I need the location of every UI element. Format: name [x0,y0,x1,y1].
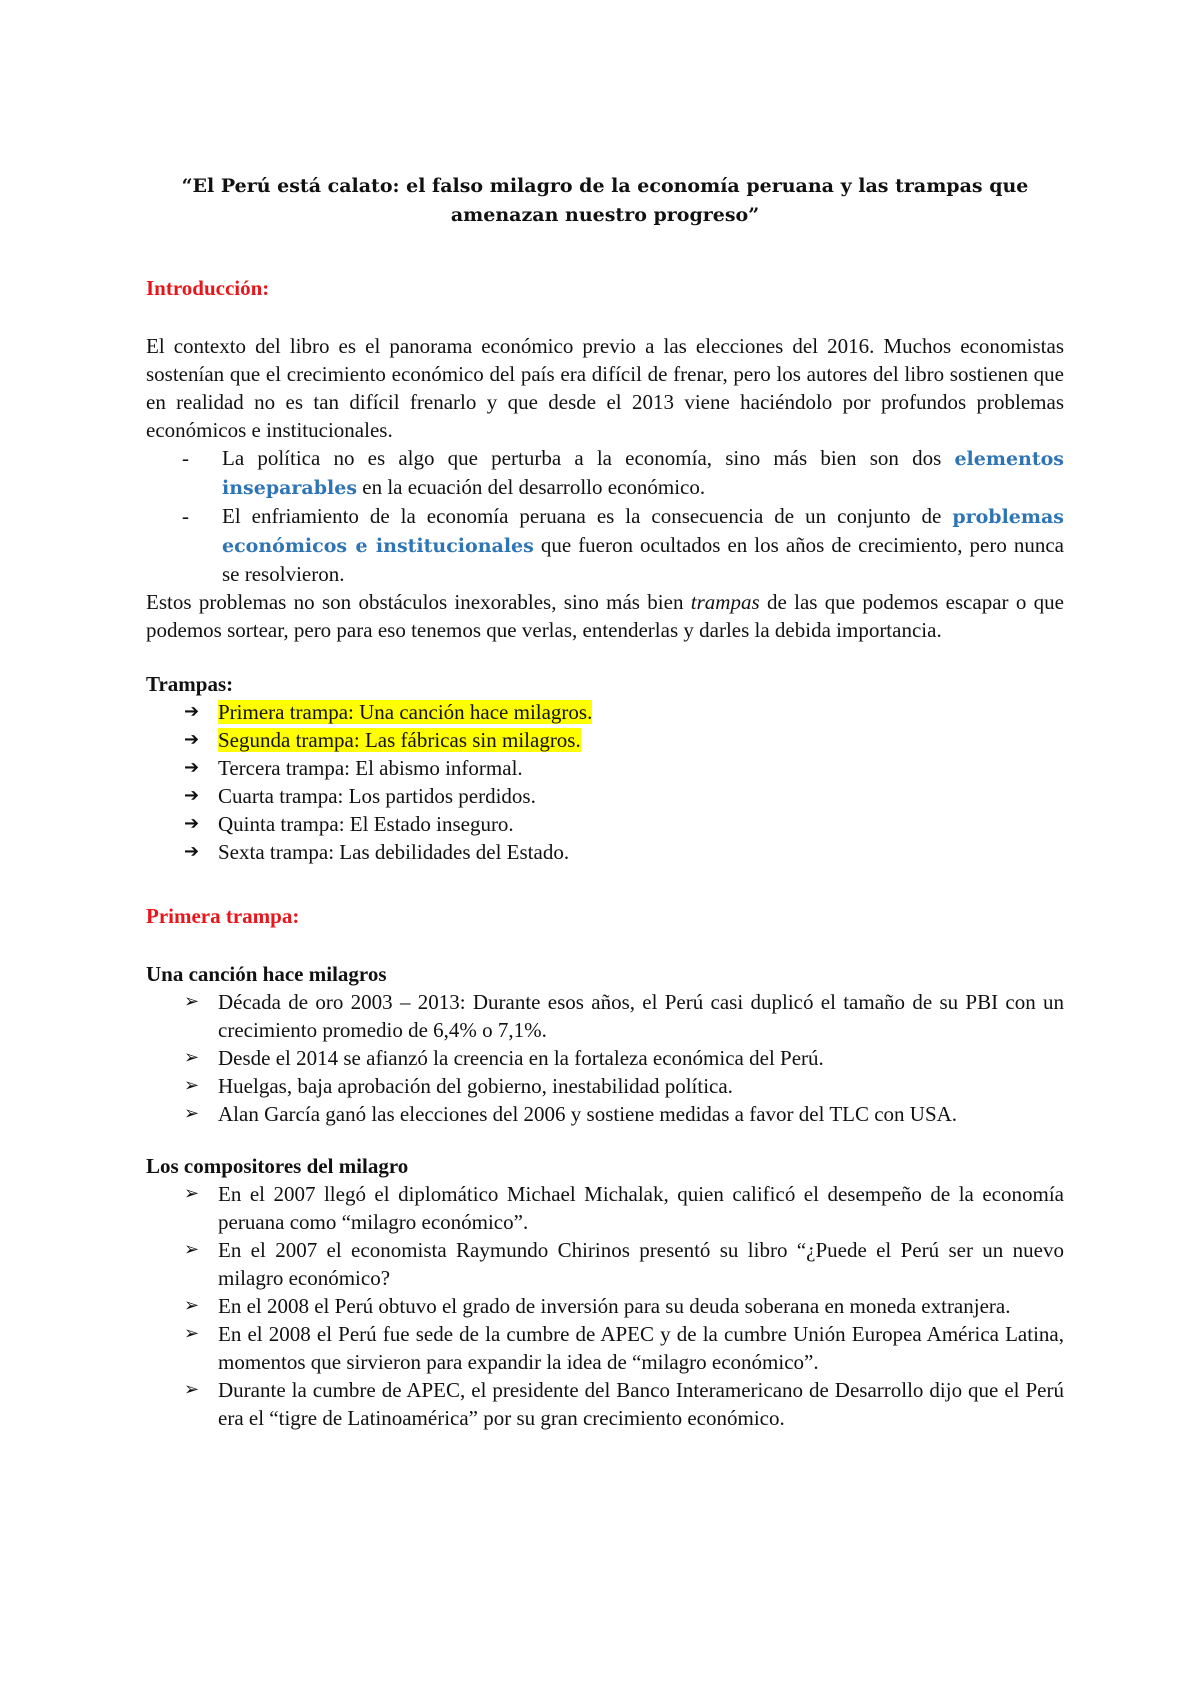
trampa-item-text: Segunda trampa: Las fábricas sin milagros. [218,728,581,752]
list-item-text: Durante la cumbre de APEC, el presidente del Banco Interamericano de Desarrollo dijo que el Perú era el “tigre de Latinoamérica” por su gran crecimiento económico. [218,1378,1064,1430]
triangle-bullet-icon: ➢ [184,1239,200,1260]
trampa-item [146,726,1064,754]
list-item [146,1044,1064,1072]
intro-closing [146,588,1064,644]
triangle-bullet-icon: ➢ [184,1075,200,1096]
arrow-bullet-icon: ➔ [184,701,200,722]
list-item-text: En el 2008 el Perú obtuvo el grado de inversión para su deuda soberana en moneda extranjera. [218,1294,1011,1318]
triangle-bullet-icon: ➢ [184,1047,200,1068]
list-item [146,1236,1064,1292]
intro-closing-italic: trampas [690,590,760,614]
arrow-bullet-icon: ➔ [184,729,200,750]
dash-item-text: La política no es algo que perturba a la economía, sino más bien son dos [222,446,955,470]
intro-paragraph: El contexto del libro es el panorama económico previo a las elecciones del 2016. Muchos economistas sostenían que el crecimiento económico del país era difícil de frenar, pero los autores del libro sostienen que en realidad no es tan difícil frenarlo y que desde el 2013 viene haciéndolo por profundos problemas económicos e institucionales. [146,334,1064,442]
trampa-item-text: Tercera trampa: El abismo informal. [218,756,523,780]
dash-item-bold: problemas económicos e institucionales [222,506,1064,557]
intro-closing-text: Estos problemas no son obstáculos inexorables, sino más bien [146,590,691,614]
compositores-list [146,1180,1064,1432]
dash-item-bold: elementos inseparables [222,448,1064,499]
intro-heading: Introducción: [146,276,270,300]
trampa-item [146,754,1064,782]
dash-item-text: en la ecuación del desarrollo económico. [357,475,706,499]
trampa-item [146,838,1064,866]
trampas-list [146,698,1064,866]
list-item-text: En el 2007 llegó el diplomático Michael Michalak, quien calificó el desempeño de la economía peruana como “milagro económico”. [218,1182,1064,1234]
title-line-2: amenazan nuestro progreso” [450,204,760,226]
triangle-bullet-icon: ➢ [184,991,200,1012]
title-line-1: “El Perú está calato: el falso milagro de la economía peruana y las trampas que [181,175,1029,197]
cancion-list [146,988,1064,1128]
trampa-item-text: Primera trampa: Una canción hace milagros. [218,700,593,724]
arrow-bullet-icon: ➔ [184,757,200,778]
trampa-item [146,782,1064,810]
dash-marker: - [182,446,189,470]
trampa-item-text: Quinta trampa: El Estado inseguro. [218,812,514,836]
list-item [146,1072,1064,1100]
arrow-bullet-icon: ➔ [184,785,200,806]
list-item [146,988,1064,1044]
intro-closing-text: de las que podemos escapar o que podemos sortear, pero para eso tenemos que verlas, entenderlas y darles la debida importancia. [146,590,1064,642]
triangle-bullet-icon: ➢ [184,1295,200,1316]
list-item-text: En el 2007 el economista Raymundo Chirinos presentó su libro “¿Puede el Perú ser un nuevo milagro económico? [218,1238,1064,1290]
list-item-text: En el 2008 el Perú fue sede de la cumbre de APEC y de la cumbre Unión Europea América Latina, momentos que sirvieron para expandir la idea de “milagro económico”. [218,1322,1064,1374]
list-item [146,1376,1064,1432]
dash-marker: - [182,504,189,528]
dash-item-text: El enfriamiento de la economía peruana es la consecuencia de un conjunto de [222,504,953,528]
list-item [146,1100,1064,1128]
trampa-item-text: Sexta trampa: Las debilidades del Estado. [218,840,570,864]
list-item [146,1180,1064,1236]
trampa-item [146,810,1064,838]
triangle-bullet-icon: ➢ [184,1323,200,1344]
arrow-bullet-icon: ➔ [184,813,200,834]
sub-heading-compositores: Los compositores del milagro [146,1154,409,1178]
sub-heading-cancion: Una canción hace milagros [146,962,387,986]
list-item [146,1320,1064,1376]
list-item-text: Desde el 2014 se afianzó la creencia en la fortaleza económica del Perú. [218,1046,824,1070]
triangle-bullet-icon: ➢ [184,1103,200,1124]
document-title [146,172,1064,230]
document-page [146,172,1064,1432]
dash-item [146,444,1064,502]
trampas-heading: Trampas: [146,672,234,696]
trampa-item-text: Cuarta trampa: Los partidos perdidos. [218,784,536,808]
dash-item-text: que fueron ocultados en los años de crecimiento, pero nunca se resolvieron. [222,533,1065,586]
list-item-text: Huelgas, baja aprobación del gobierno, inestabilidad política. [218,1074,733,1098]
triangle-bullet-icon: ➢ [184,1379,200,1400]
trampa-item [146,698,1064,726]
intro-dash-list [146,444,1064,588]
primera-heading: Primera trampa: [146,904,300,928]
triangle-bullet-icon: ➢ [184,1183,200,1204]
list-item-text: Alan García ganó las elecciones del 2006 y sostiene medidas a favor del TLC con USA. [218,1102,958,1126]
arrow-bullet-icon: ➔ [184,841,200,862]
list-item [146,1292,1064,1320]
dash-item [146,502,1064,588]
list-item-text: Década de oro 2003 – 2013: Durante esos años, el Perú casi duplicó el tamaño de su PBI con un crecimiento promedio de 6,4% o 7,1%. [218,990,1064,1042]
